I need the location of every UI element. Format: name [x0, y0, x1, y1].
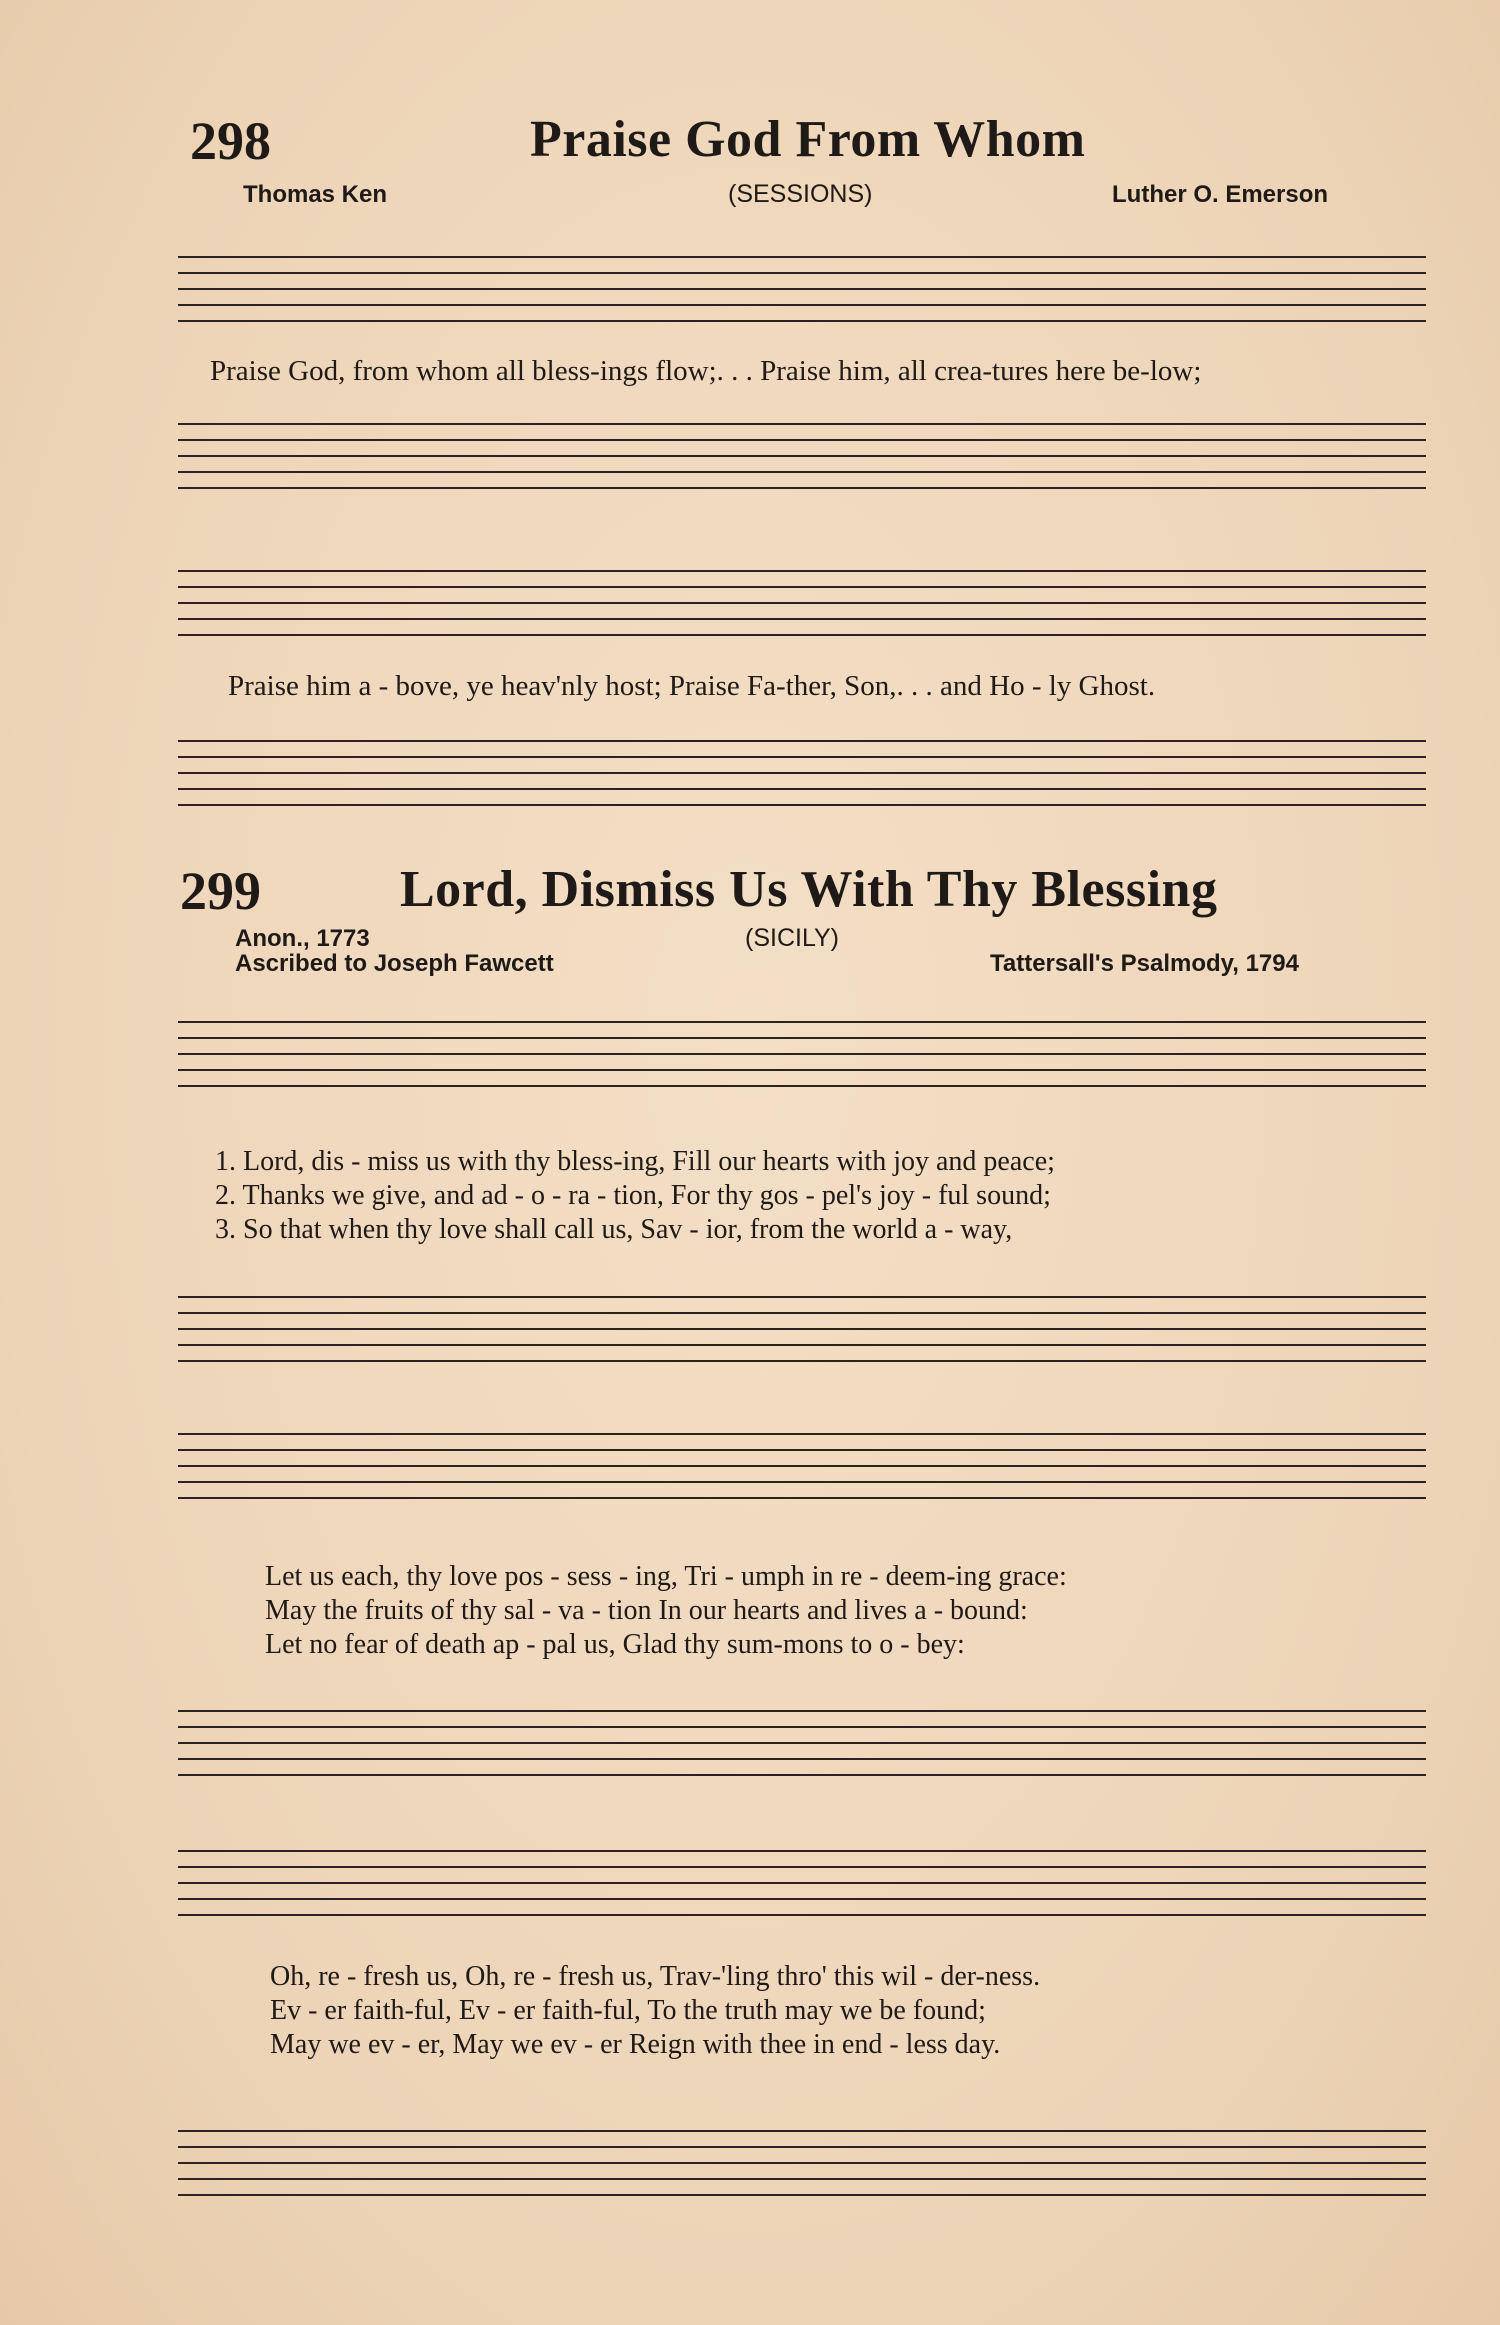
lyrics-line: Praise God, from whom all bless-ings flow;. . . Praise him, all crea-tures here be-low; [210, 355, 1202, 387]
lyrics-line: Praise him a - bove, ye heav'nly host; Praise Fa-ther, Son,. . . and Ho - ly Ghost. [228, 670, 1156, 702]
hymn-number: 299 [180, 861, 261, 921]
hymn-title: Praise God From Whom [530, 111, 1086, 168]
music-staff-bass [178, 420, 1428, 500]
verse-lines [270, 1960, 1040, 2062]
verse-line: Oh, re - fresh us, Oh, re - fresh us, Trav-'ling thro' this wil - der-ness. [270, 1961, 1041, 1992]
author-credit: Ascribed to Joseph Fawcett [235, 950, 554, 977]
music-staff-bass [178, 2127, 1428, 2207]
music-staff-treble [178, 1847, 1428, 1927]
verse-line: Let us each, thy love pos - sess - ing, Tri - umph in re - deem-ing grace: [265, 1561, 1067, 1592]
author-credit: Thomas Ken [243, 181, 388, 208]
verse-line: May we ev - er, May we ev - er Reign with thee in end - less day. [270, 2029, 1001, 2060]
music-staff-treble [178, 1430, 1428, 1510]
music-staff-treble [178, 253, 1428, 333]
verse-lines [265, 1560, 1067, 1662]
music-staff-bass [178, 1707, 1428, 1787]
hymn-title: Lord, Dismiss Us With Thy Blessing [400, 861, 1218, 918]
hymn-number: 298 [190, 111, 271, 171]
verse-line: 2. Thanks we give, and ad - o - ra - tion, For thy gos - pel's joy - ful sound; [215, 1180, 1051, 1211]
composer-credit: Tattersall's Psalmody, 1794 [990, 950, 1299, 977]
music-staff-treble [178, 567, 1428, 647]
verse-lines [215, 1145, 1055, 1247]
verse-line: Ev - er faith-ful, Ev - er faith-ful, To the truth may we be found; [270, 1995, 986, 2026]
verse-line: 1. Lord, dis - miss us with thy bless-ing, Fill our hearts with joy and peace; [215, 1146, 1055, 1177]
verse-line: 3. So that when thy love shall call us, Sav - ior, from the world a - way, [215, 1214, 1013, 1245]
verse-line: Let no fear of death ap - pal us, Glad thy sum-mons to o - bey: [265, 1629, 965, 1660]
verse-line: May the fruits of thy sal - va - tion In our hearts and lives a - bound: [265, 1595, 1028, 1626]
music-staff-bass [178, 1293, 1428, 1373]
author-credit: Anon., 1773 [235, 925, 370, 952]
tune-name: (SICILY) [745, 924, 839, 952]
composer-credit: Luther O. Emerson [1112, 181, 1329, 208]
music-staff-bass [178, 737, 1428, 817]
tune-name: (SESSIONS) [728, 180, 873, 208]
music-staff-treble [178, 1018, 1428, 1098]
